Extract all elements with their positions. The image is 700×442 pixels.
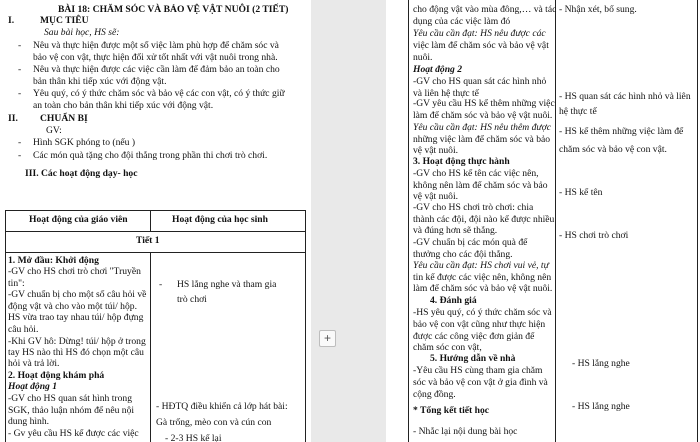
- section-1-subtitle: Sau bài học, HS sẽ:: [44, 27, 120, 38]
- teacher-activity-line: dung hình.: [8, 416, 50, 427]
- student-activity-line: HS lắng nghe và tham gia: [177, 279, 277, 290]
- student-activity-line-cut: - 2-3 HS kể lại: [165, 433, 222, 442]
- period-label: Tiết 1: [136, 235, 160, 246]
- teacher-activity-line: dụng của các việc làm đó: [413, 16, 511, 27]
- table-border-right: [305, 210, 306, 442]
- table-column-divider: [555, 0, 556, 442]
- teacher-activity-line: sóc và bảo vệ con vật ở gia đình và: [413, 377, 548, 388]
- teacher-activity-line: Yêu cầu cần đạt: HS nêu được các: [413, 28, 546, 39]
- teacher-activity-line: - Gv yêu cầu HS kể được các việc: [8, 428, 139, 439]
- objective-line: bảo vệ con vật, thực hiện đối xử tốt nhất với vật nuôi trong nhà.: [33, 52, 278, 63]
- section-2-title: CHUẨN BỊ: [40, 113, 88, 124]
- teacher-activity-line: cho động vật vào mùa đông,… và tác: [413, 4, 557, 15]
- objective-line: Yêu quý, có ý thức chăm sóc và bảo vệ các con vật, có ý thức giữ: [33, 88, 285, 99]
- teacher-activity-line: việc làm để chăm sóc và bảo vệ vật: [413, 40, 549, 51]
- table-header-student: Hoạt động của học sinh: [172, 214, 268, 225]
- teacher-activity-line: tay HS nào thì HS đó chọn một câu: [8, 347, 144, 358]
- teacher-activity-line: Hoạt động 2: [413, 64, 463, 75]
- table-column-divider: [150, 210, 151, 231]
- objective-line: bản thân khi tiếp xúc với động vật.: [33, 76, 167, 87]
- objective-line: Nêu và thực hiện được một số việc làm phù hợp để chăm sóc và: [33, 40, 279, 51]
- bullet-dash: -: [159, 279, 163, 290]
- student-activity-line: chăm sóc và bảo vệ con vật.: [559, 144, 667, 155]
- teacher-activity-line: thưởng cho các đội thắng.: [413, 249, 513, 260]
- section-3-title: III. Các hoạt động dạy- học: [25, 168, 138, 179]
- objective-line: an toàn cho bản thân khi tiếp xúc với động vật.: [33, 100, 214, 111]
- section-2-number: II.: [8, 113, 18, 124]
- add-page-button[interactable]: +: [319, 330, 336, 347]
- table-row-border: [5, 252, 306, 253]
- teacher-activity-line: làm để chăm sóc và bảo vệ vật nuôi.: [413, 110, 553, 121]
- document-page-1: [0, 0, 311, 442]
- bullet-dash: -: [18, 40, 22, 51]
- teacher-activity-line: -HS yêu quý, có ý thức chăm sóc và: [413, 307, 552, 318]
- table-border-top: [5, 210, 306, 211]
- table-column-divider: [150, 252, 151, 442]
- teacher-activity-line: * Tổng kết tiết học: [413, 405, 490, 416]
- section-1-title: MỤC TIÊU: [40, 15, 89, 26]
- teacher-activity-line: vệ vật nuôi.: [413, 145, 459, 156]
- teacher-activity-line: -GV cho HS quan sát hình trong: [8, 393, 132, 404]
- teacher-activity-line: 3. Hoạt động thực hành: [413, 156, 510, 167]
- teacher-activity-line: -Khi GV hô: Dừng! túi/ hộp ở trong: [8, 336, 146, 347]
- teacher-activity-line: được các công việc đơn giản để: [413, 331, 535, 342]
- section-1-number: I.: [8, 15, 15, 26]
- teacher-activity-line: những việc làm để chăm sóc và bảo: [413, 134, 551, 145]
- teacher-activity-line: Hoạt động 1: [8, 381, 58, 392]
- student-activity-line: - HS quan sát các hình nhỏ và liên: [559, 91, 691, 102]
- teacher-activity-line: vệ vật nuôi.: [413, 191, 459, 202]
- prep-item: Các món quà tặng cho đội thắng trong phần thi chơi trò chơi.: [33, 150, 268, 161]
- table-border-right: [697, 0, 698, 442]
- teacher-activity-line: -GV chuẩn bị cho một số câu hỏi về: [8, 289, 147, 300]
- teacher-activity-line: 2. Hoạt động khám phá: [8, 370, 105, 381]
- table-header-teacher: Hoạt động của giáo viên: [29, 214, 128, 225]
- student-activity-line: Gà trống, mèo con và cún con: [156, 417, 272, 428]
- bullet-dash: -: [18, 88, 22, 99]
- objective-line: Nêu và thực hiện được các việc cần làm để đảm bảo an toàn cho: [33, 64, 280, 75]
- teacher-activity-line: 4. Đánh giá: [430, 295, 477, 306]
- teacher-activity-line: thành các đội, đội nào kể được nhiều: [413, 214, 555, 225]
- teacher-activity-line: -GV cho HS chơi trò chơi "Truyền: [8, 266, 141, 277]
- student-activity-line: - HS lắng nghe: [572, 358, 630, 369]
- teacher-activity-line: hỏi và trả lời.: [8, 358, 60, 369]
- student-activity-line: - HS kể thêm những việc làm để: [559, 126, 684, 137]
- document-page-2: [386, 0, 700, 442]
- teacher-activity-line: tin":: [8, 278, 25, 289]
- teacher-activity-line: -GV yêu cầu HS kể thêm những việc: [413, 98, 555, 109]
- teacher-activity-line: SGK, thảo luận nhóm để nêu nội: [8, 405, 135, 416]
- teacher-activity-line: cộng đồng.: [413, 389, 456, 400]
- student-activity-line: - HS kể tên: [559, 187, 603, 198]
- student-activity-line: trò chơi: [177, 294, 207, 305]
- teacher-activity-line: và đúng hơn sẽ thắng.: [413, 225, 498, 236]
- table-border-left: [408, 0, 409, 442]
- bullet-dash: -: [18, 64, 22, 75]
- teacher-activity-line: -Yêu cầu HS cùng tham gia chăm: [413, 365, 543, 376]
- bullet-dash: -: [18, 137, 22, 148]
- prep-item: Hình SGK phóng to (nếu ): [33, 137, 136, 148]
- teacher-activity-line: HS vừa trao tay nhau túi/ hộp đựng: [8, 312, 144, 323]
- student-activity-line: - HS lắng nghe: [572, 401, 630, 412]
- teacher-activity-line: Yêu cầu cần đạt: HS nêu thêm được: [413, 122, 551, 133]
- student-activity-line: - HS chơi trò chơi: [559, 230, 629, 241]
- lesson-title: BÀI 18: CHĂM SÓC VÀ BẢO VỆ VẬT NUÔI (2 TIẾT): [58, 4, 289, 15]
- teacher-activity-line: - Nhắc lại nội dung bài học: [413, 426, 518, 437]
- student-activity-line: - Nhận xét, bổ sung.: [559, 4, 637, 15]
- teacher-activity-line: động vật và cho vào một túi/ hộp.: [8, 301, 137, 312]
- teacher-activity-line: không nên làm để chăm sóc và bảo: [413, 180, 548, 191]
- teacher-activity-line: nuôi.: [413, 52, 433, 63]
- teacher-activity-line: 5. Hướng dẫn về nhà: [430, 353, 516, 364]
- teacher-activity-line: -GV cho HS chơi trò chơi: chia: [413, 202, 534, 213]
- teacher-activity-line: -GV cho HS kể tên các việc nên,: [413, 168, 539, 179]
- teacher-activity-line: bảo vệ con vật cũng như thực hiện: [413, 319, 546, 330]
- teacher-activity-line: làm để chăm sóc và bảo vệ vật nuôi.: [413, 283, 553, 294]
- student-activity-line: hệ thực tế: [559, 106, 597, 117]
- teacher-activity-line: -GV cho HS quan sát các hình nhỏ: [413, 76, 547, 87]
- teacher-activity-line: tin kể được các việc nên, không nên: [413, 272, 552, 283]
- teacher-activity-line: Yêu cầu cần đạt: HS chơi vui vẻ, tự: [413, 260, 549, 271]
- table-border-left: [5, 210, 6, 442]
- student-activity-line: - HĐTQ điều khiển cả lớp hát bài:: [156, 401, 288, 412]
- bullet-dash: -: [18, 150, 22, 161]
- teacher-activity-line: -GV chuẩn bị các món quà để: [413, 237, 528, 248]
- table-row-border: [5, 231, 306, 232]
- teacher-activity-line: câu hỏi.: [8, 324, 39, 335]
- teacher-activity-line: chăm sóc con vật,: [413, 342, 482, 353]
- teacher-activity-line: 1. Mở đầu: Khởi động: [8, 255, 99, 266]
- gv-label: GV:: [46, 125, 62, 136]
- teacher-activity-line: và liên hệ thực tế: [413, 88, 479, 99]
